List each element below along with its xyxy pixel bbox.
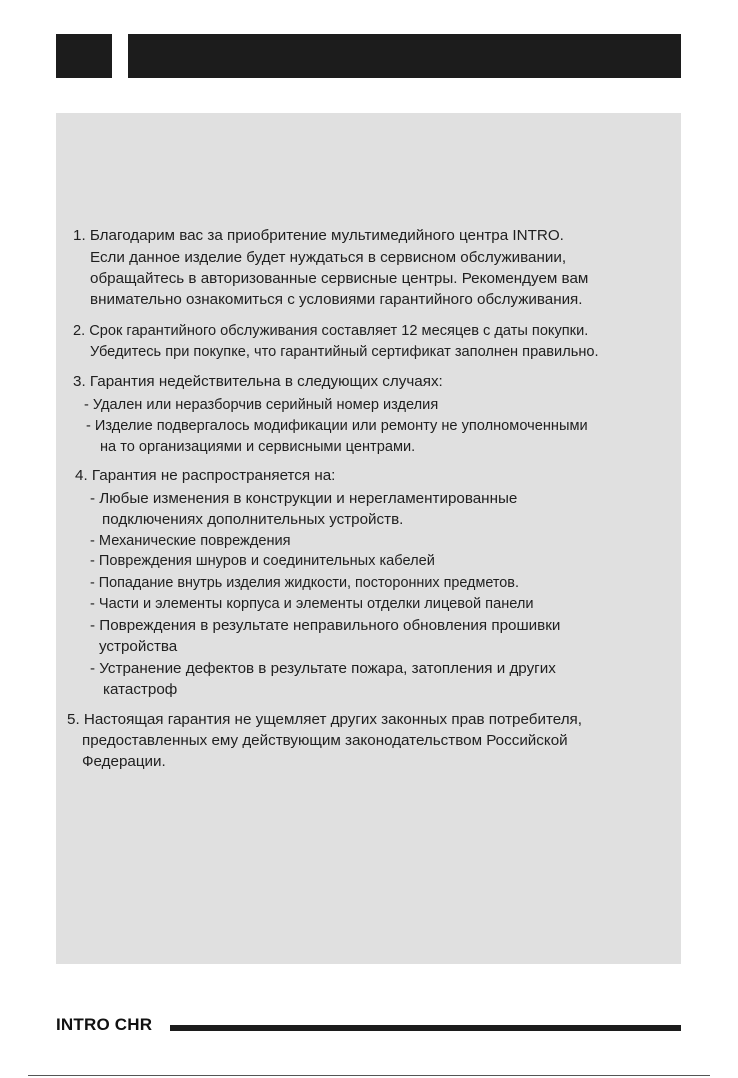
item1-line4: внимательно ознакомиться с условиями гарантийного обслуживания. [90, 291, 583, 308]
item4-bullet5: - Части и элементы корпуса и элементы отделки лицевой панели [90, 596, 534, 612]
item4-bullet2: - Механические повреждения [90, 533, 291, 549]
item4-bullet6-line2: устройства [99, 638, 178, 655]
header-square-block [56, 34, 112, 78]
item1-line3: обращайтесь в авторизованные сервисные центры. Рекомендуем вам [90, 270, 589, 287]
warranty-panel [56, 113, 681, 964]
item4-bullet1-line2: подключениях дополнительных устройств. [102, 511, 404, 528]
item3-title: 3. Гарантия недействительна в следующих случаях: [73, 373, 443, 390]
item1-line1: 1. Благодарим вас за приобритение мультимедийного центра INTRO. [73, 227, 564, 244]
item3-bullet1: - Удален или неразборчив серийный номер изделия [84, 397, 439, 413]
footer-brand-label: INTRO CHR [56, 1015, 153, 1034]
page-bottom-line [28, 1075, 710, 1076]
item3-bullet2-line2: на то организациями и сервисными центрами. [100, 439, 416, 455]
item1-line2: Если данное изделие будет нуждаться в сервисном обслуживании, [90, 249, 567, 266]
item2-line2: Убедитесь при покупке, что гарантийный сертификат заполнен правильно. [90, 344, 599, 360]
item4-bullet6-line1: - Повреждения в результате неправильного обновления прошивки [90, 617, 561, 634]
item5-line2: предоставленных ему действующим законодательством Российской [82, 732, 568, 749]
footer-rule [170, 1025, 681, 1031]
item4-bullet1-line1: - Любые изменения в конструкции и нерегламентированные [90, 490, 518, 507]
item4-bullet7-line2: катастроф [103, 681, 178, 698]
item2-line1: 2. Срок гарантийного обслуживания составляет 12 месяцев с даты покупки. [73, 323, 589, 339]
item4-title: 4. Гарантия не распространяется на: [75, 467, 336, 484]
item5-line1: 5. Настоящая гарантия не ущемляет других законных прав потребителя, [67, 711, 582, 728]
item4-bullet7-line1: - Устранение дефектов в результате пожара, затопления и других [90, 660, 556, 677]
header-bar [128, 34, 681, 78]
item4-bullet4: - Попадание внутрь изделия жидкости, посторонних предметов. [90, 575, 519, 591]
item4-bullet3: - Повреждения шнуров и соединительных кабелей [90, 553, 435, 569]
item5-line3: Федерации. [82, 753, 166, 770]
item3-bullet2-line1: - Изделие подвергалось модификации или ремонту не уполномоченными [86, 418, 588, 434]
